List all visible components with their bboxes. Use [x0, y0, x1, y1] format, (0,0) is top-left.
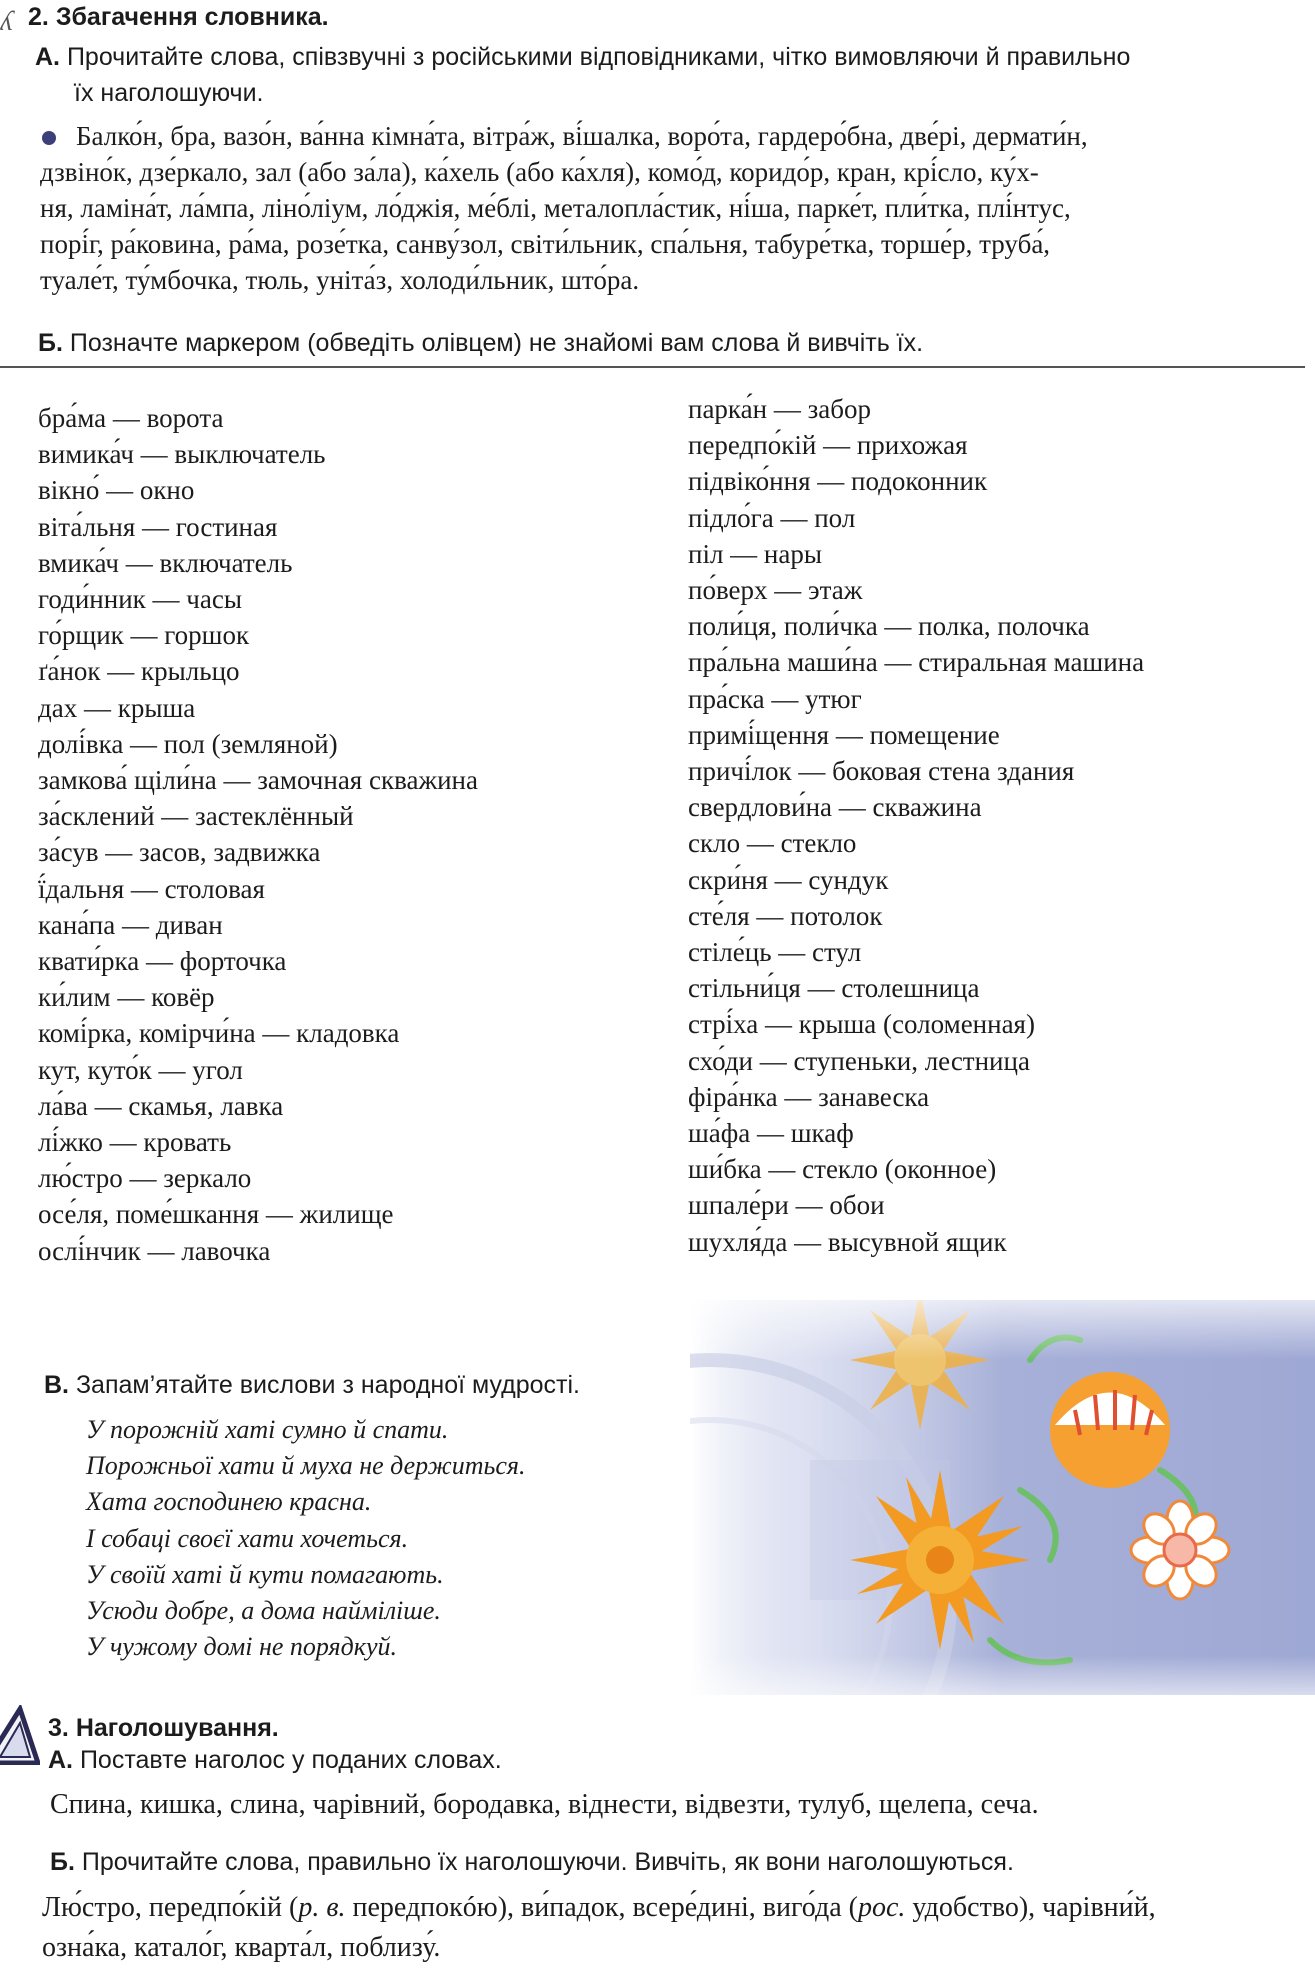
section-3-heading [48, 1713, 279, 1743]
vocab-item: лю́стро — зеркало [38, 1163, 252, 1194]
vocab-item: вікно́ — окно [38, 475, 195, 506]
instruction-text: Запам’ятайте вислови з народної мудрості. [75, 1371, 580, 1399]
abbreviation: рос. [857, 1892, 906, 1923]
section-2-heading [28, 2, 329, 32]
text-fragment: Лю́стро, передпо́кій ( [42, 1892, 299, 1923]
part-a-instruction-cont: їх наголошуючи. [74, 79, 264, 107]
divider-line [0, 366, 1305, 368]
vocab-item: за́сув — засов, задвижка [38, 837, 321, 868]
vocab-item: лі́жко — кровать [38, 1127, 232, 1158]
vocab-item: підло́га — пол [688, 502, 856, 533]
vocab-item: осе́ля, поме́шкання — жилище [38, 1199, 394, 1230]
part-b-instruction [38, 328, 923, 358]
part-letter: Б. [38, 329, 63, 357]
vocab-item: причі́лок — боковая стена здания [688, 756, 1075, 787]
folk-ornament-illustration [690, 1300, 1315, 1695]
vocab-item: долі́вка — пол (земляной) [38, 728, 338, 759]
words-line-2: дзвіно́к, дзе́ркало, зал (або за́ла), ка́хель (або ка́хля), комо́д, коридо́р, кран, крі́сло, ку́х- [40, 157, 1039, 187]
words-line-5: туале́т, ту́мбочка, тюль, уніта́з, холоди́льник, што́ра. [40, 265, 640, 295]
vocab-item: кана́па — диван [38, 909, 223, 940]
vocab-item: вмика́ч — включатель [38, 547, 293, 578]
vocab-item: замкова́ щіли́на — замочная скважина [38, 765, 478, 796]
vocab-item: свердлови́на — скважина [688, 792, 982, 823]
abbreviation: р. в. [298, 1892, 346, 1923]
vocab-item: віта́льня — гостиная [38, 511, 278, 542]
section-title: Наголошування. [75, 1714, 279, 1742]
vocab-item: пра́льна маши́на — стиральная машина [688, 647, 1145, 678]
vocab-item: передпо́кій — прихожая [688, 430, 968, 461]
vocab-item: схо́ди — ступеньки, лестница [688, 1045, 1030, 1076]
vocab-item: го́рщик — горшок [38, 620, 250, 651]
vocab-item: шпале́ри — обои [688, 1190, 885, 1221]
proverb: Порожньої хати й муха не держиться. [86, 1451, 526, 1481]
vocab-item: стіле́ць — стул [688, 937, 862, 968]
proverb: Хата господинею красна. [86, 1487, 372, 1517]
proverb: У порожній хаті сумно й спати. [86, 1415, 449, 1444]
vocab-item: по́верх — этаж [688, 575, 863, 606]
section-3-part-b-line-2: озна́ка, катало́г, кварта́л, поблизу́. [42, 1932, 441, 1963]
vocab-item: ґа́нок — крыльцо [38, 656, 240, 687]
vocab-item: бра́ма — ворота [38, 403, 224, 433]
section-3-part-b-instruction [50, 1847, 1014, 1877]
proverb: І собаці своєї хати хочеться. [86, 1523, 409, 1553]
vocab-item: скло — стекло [688, 828, 857, 859]
words-line-3: ня, ламіна́т, ла́мпа, ліно́ліум, ло́джія, ме́блі, металопла́стик, ні́ша, парке́т, пли́тка, плі́нтус, [40, 193, 1071, 223]
vocab-item: шухля́да — высувной ящик [688, 1226, 1007, 1257]
part-letter: Б. [50, 1848, 75, 1876]
vocab-item: ки́лим — ковёр [38, 982, 215, 1013]
vocab-item: пра́ска — утюг [688, 683, 862, 714]
section-number: 3. [48, 1714, 69, 1742]
words-line-1: Балко́н, бра, вазо́н, ва́нна кімна́та, вітра́ж, ві́шалка, воро́та, гардеро́бна, две́рі, дермати́н, [76, 121, 1088, 151]
text-fragment: передпокóю), ви́падок, всере́дині, виго́да ( [345, 1892, 858, 1923]
vocab-item: ши́бка — стекло (оконное) [688, 1154, 997, 1185]
vocab-item: фіра́нка — занавеска [688, 1081, 930, 1112]
vocab-item: стрі́ха — крыша (соломенная) [688, 1009, 1035, 1040]
vocab-list-left [38, 400, 478, 1269]
part-a-instruction [35, 42, 1130, 72]
part-v-instruction [44, 1370, 580, 1400]
instruction-text: Прочитайте слова, правильно їх наголошуючи. Вивчіть, як вони наголошуються. [81, 1848, 1014, 1876]
proverb: У чужому домі не порядкуй. [86, 1632, 397, 1662]
vocab-item: поли́ця, поли́чка — полка, полочка [688, 611, 1090, 642]
vocab-item: ла́ва — скамья, лавка [38, 1090, 284, 1121]
margin-mark-icon: ʎ [0, 6, 13, 37]
section-3-part-a-words: Спина, кишка, слина, чарівний, бородавка, віднести, відвезти, тулуб, щелепа, сеча. [50, 1789, 1039, 1820]
vocab-item: піл — нары [688, 538, 822, 569]
instruction-text: Поставте наголос у поданих словах. [79, 1746, 502, 1774]
vocab-item: ослі́нчик — лавочка [38, 1235, 271, 1266]
vocab-item: дах — крыша [38, 692, 196, 723]
instruction-text: Позначте маркером (обведіть олівцем) не знайомі вам слова й вивчіть їх. [69, 329, 924, 357]
vocab-item: стільни́ця — столешница [688, 973, 980, 1004]
section-title: Збагачення словника. [55, 3, 329, 31]
proverbs-list [86, 1412, 525, 1665]
vocab-item: парка́н — забор [688, 394, 871, 424]
section-3-part-b-line-1 [42, 1888, 1156, 1928]
bullet-icon [42, 131, 56, 145]
vocab-item: годи́нник — часы [38, 584, 242, 615]
vocab-item: примі́щення — помещение [688, 719, 1000, 750]
part-letter: А. [35, 43, 60, 71]
section-number: 2. [28, 3, 49, 31]
proverb: Усюди добре, а дома найміліше. [86, 1596, 441, 1626]
warning-triangle-icon [0, 1705, 40, 1765]
vocab-item: ї́дальня — столовая [38, 873, 265, 904]
vocab-item: вимика́ч — выключатель [38, 439, 326, 470]
part-letter: В. [44, 1371, 69, 1399]
section-3-part-a-instruction [48, 1745, 502, 1775]
vocab-list-right [688, 391, 1144, 1260]
text-fragment: удобство), чарівни́й, [905, 1892, 1156, 1923]
vocab-item: скри́ня — сундук [688, 864, 889, 895]
vocab-item: за́склений — застеклённый [38, 801, 354, 832]
proverb: У своїй хаті й кути помагають. [86, 1559, 444, 1589]
vocab-item: кут, куто́к — угол [38, 1054, 243, 1085]
vocab-item: підвіко́ння — подоконник [688, 466, 988, 497]
vocab-item: ша́фа — шкаф [688, 1118, 854, 1149]
vocab-item: сте́ля — потолок [688, 900, 883, 931]
words-line-4: порі́г, ра́ковина, ра́ма, розе́тка, санву́зол, світи́льник, спа́льня, табуре́тка, торше́р, труба́, [40, 229, 1051, 259]
vocab-item: квати́рка — форточка [38, 946, 287, 977]
vocab-item: комі́рка, комірчи́на — кладовка [38, 1018, 400, 1049]
part-letter: А. [48, 1746, 73, 1774]
instruction-text: Прочитайте слова, співзвучні з російськими відповідниками, чітко вимовляючи й правильно [66, 43, 1131, 71]
